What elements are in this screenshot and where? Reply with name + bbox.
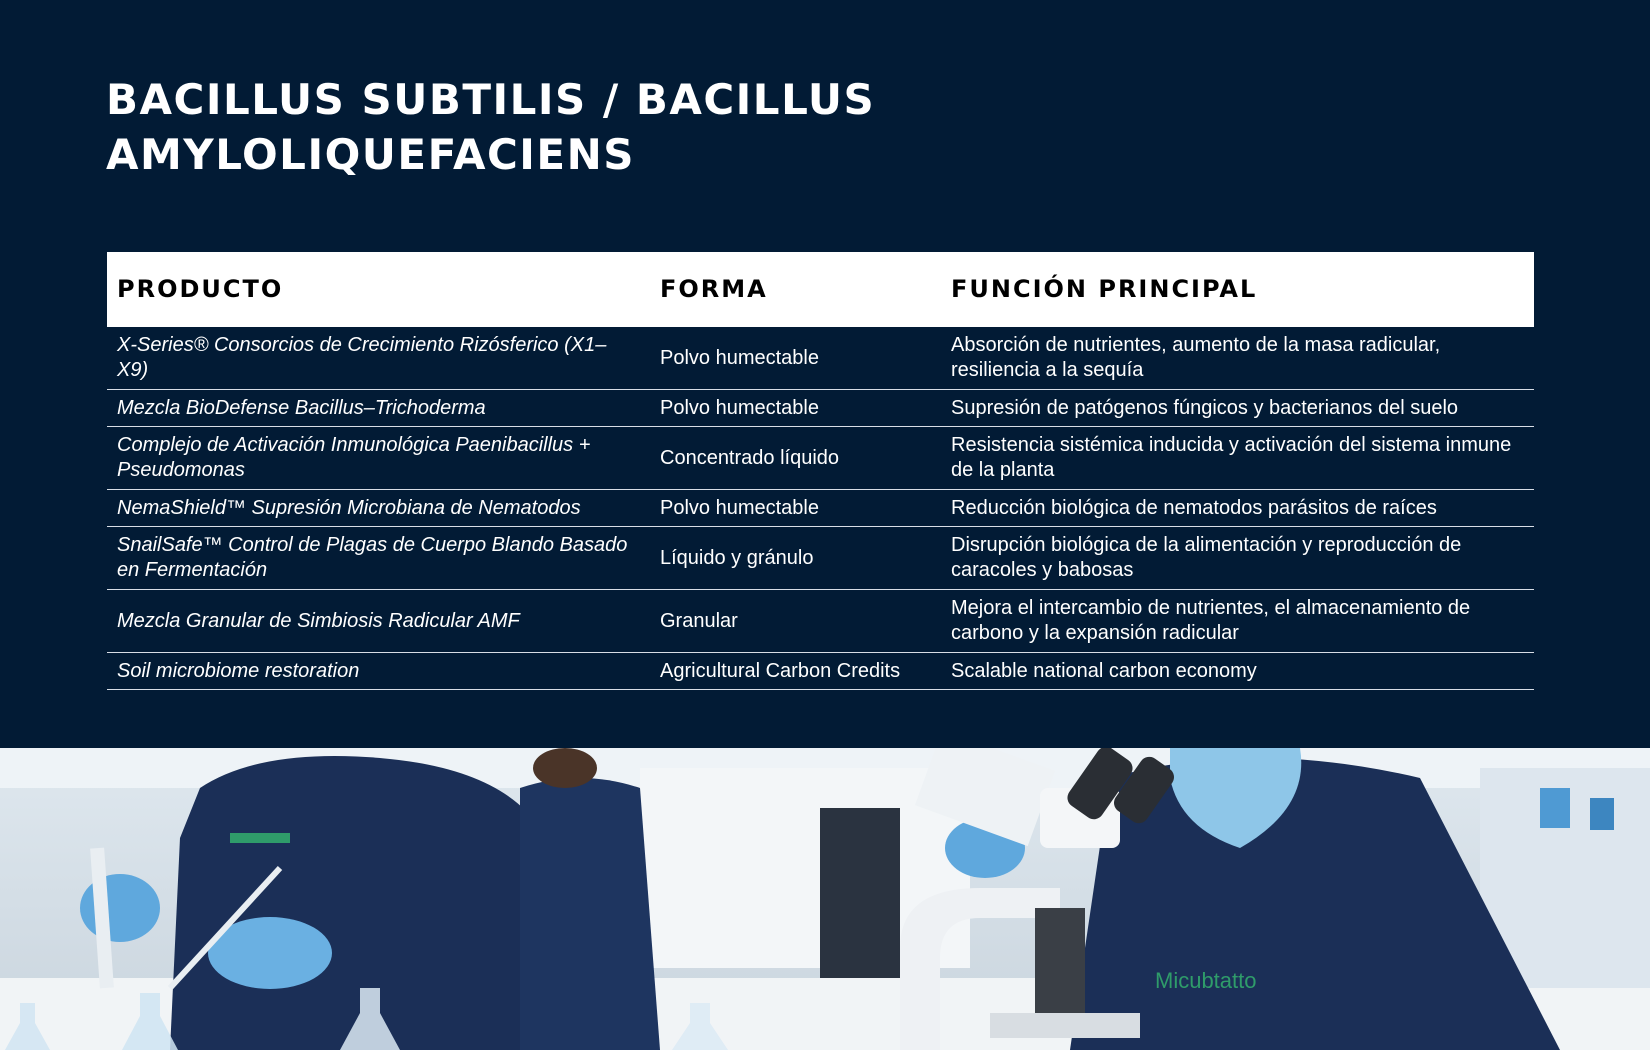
function-cell: Reducción biológica de nematodos parásitos de raíces <box>951 496 1437 519</box>
table-row <box>107 327 1534 390</box>
table-row <box>107 427 1534 490</box>
product-cell: Soil microbiome restoration <box>117 659 360 682</box>
function-cell: Absorción de nutrientes, aumento de la masa radicular, resiliencia a la sequía <box>951 334 1441 381</box>
lab-scene-illustration <box>0 748 1650 1050</box>
form-cell: Líquido y gránulo <box>660 546 814 569</box>
form-cell: Agricultural Carbon Credits <box>660 659 901 682</box>
product-cell: NemaShield™ Supresión Microbiana de Nematodos <box>117 496 581 519</box>
product-cell: Mezcla Granular de Simbiosis Radicular AMF <box>117 609 520 632</box>
function-cell: Disrupción biológica de la alimentación y reproducción de caracoles y babosas <box>951 534 1462 581</box>
uniform-logo-right: Micubtatto <box>1155 968 1257 993</box>
lab-photo <box>0 748 1650 1050</box>
microscope-stage <box>990 1013 1140 1038</box>
function-cell: Mejora el intercambio de nutrientes, el almacenamiento de carbono y la expansión radicular <box>951 597 1471 644</box>
lab-bottle <box>1540 788 1570 828</box>
form-cell: Polvo humectable <box>660 396 819 419</box>
header-forma: FORMA <box>660 275 768 303</box>
worker-middle-arm <box>533 748 597 788</box>
products-table <box>107 252 1534 690</box>
glove-left-hand <box>80 874 160 942</box>
function-cell: Resistencia sistémica inducida y activación del sistema inmune de la planta <box>951 434 1512 481</box>
function-cell: Scalable national carbon economy <box>951 659 1257 682</box>
product-cell: X-Series® Consorcios de Crecimiento Rizósferico (X1–X9) <box>117 334 607 381</box>
form-cell: Polvo humectable <box>660 346 819 369</box>
form-cell: Granular <box>660 609 738 632</box>
form-cell: Concentrado líquido <box>660 446 840 469</box>
product-cell: Mezcla BioDefense Bacillus–Trichoderma <box>117 396 486 419</box>
table-row <box>107 527 1534 590</box>
form-cell: Polvo humectable <box>660 496 819 519</box>
table-row <box>107 390 1534 427</box>
product-cell: SnailSafe™ Control de Plagas de Cuerpo Blando Basado en Fermentación <box>117 534 628 581</box>
header-producto: PRODUCTO <box>117 275 284 303</box>
function-cell: Supresión de patógenos fúngicos y bacterianos del suelo <box>951 396 1459 419</box>
product-cell: Complejo de Activación Inmunológica Paenibacillus + Pseudomonas <box>117 434 591 481</box>
lab-bottle <box>1590 798 1614 830</box>
table-row <box>107 490 1534 527</box>
header-funcion-principal: FUNCIÓN PRINCIPAL <box>951 275 1258 303</box>
page-title: BACILLUS SUBTILIS / BACILLUS AMYLOLIQUEFACIENS <box>106 75 876 179</box>
worker-middle-uniform <box>520 778 660 1050</box>
microscope-objectives <box>1035 908 1085 1028</box>
table-row <box>107 653 1534 690</box>
table-header <box>107 252 1534 327</box>
uniform-logo-left <box>230 833 290 843</box>
table-row <box>107 590 1534 653</box>
